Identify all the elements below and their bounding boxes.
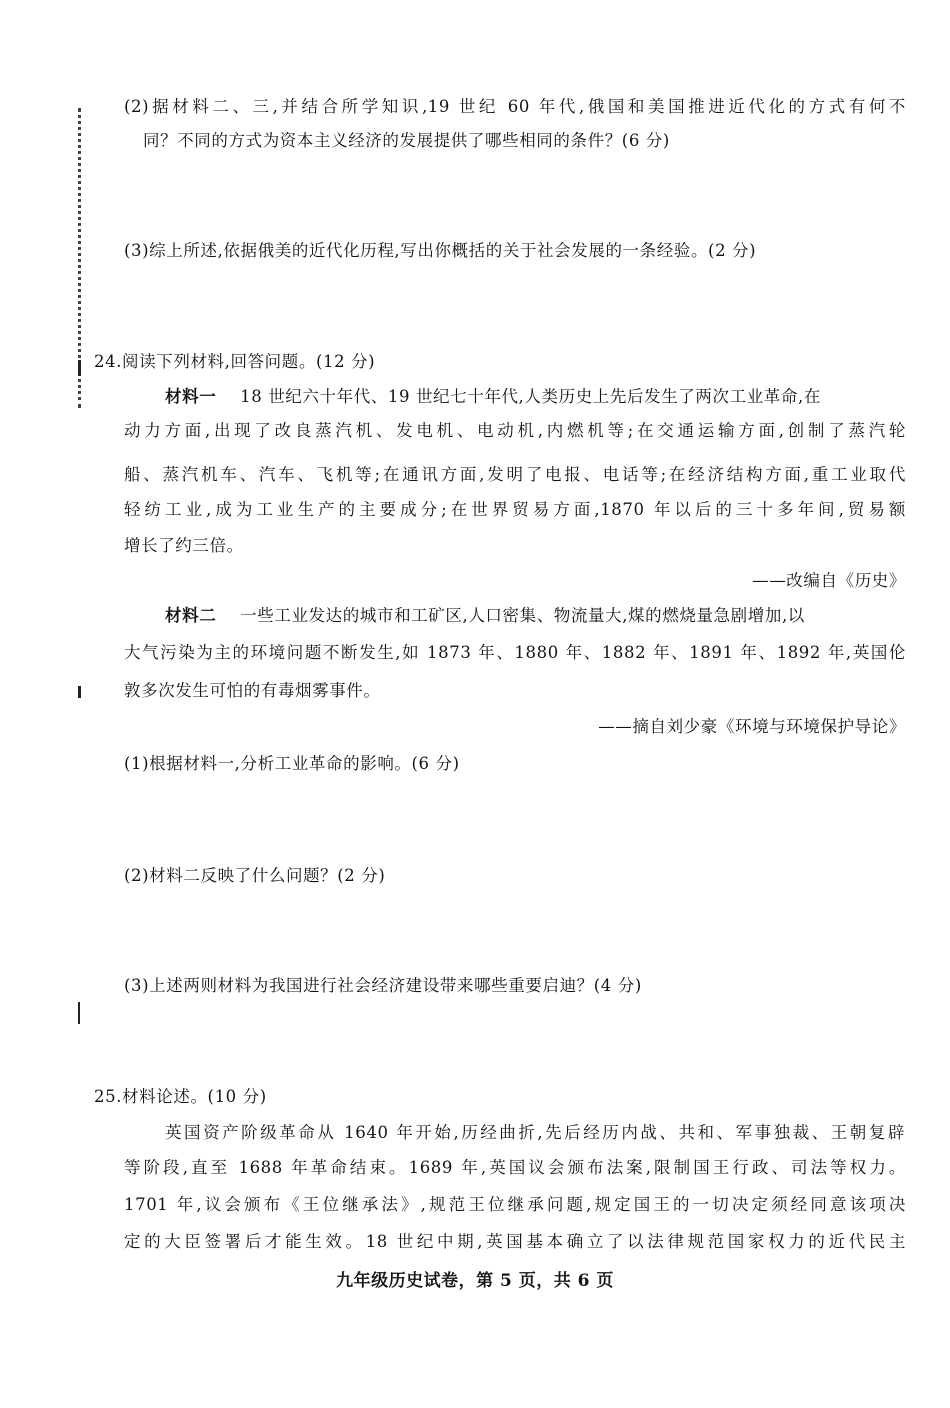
q24-sub3: (3)上述两则材料为我国进行社会经济建设带来哪些重要启迪？(4 分) [124,976,642,995]
q24-material1-source: ——改编自《历史》 [752,571,906,590]
q24-material1-line3: 船、蒸汽机车、汽车、飞机等;在通讯方面,发明了电报、电话等;在经济结构方面,重工业取代 [124,465,906,484]
q24-material2-line3: 敦多次发生可怕的有毒烟雾事件。 [124,681,381,700]
q24-heading: 24.阅读下列材料,回答问题。(12 分) [94,352,376,371]
q24-material2-line2: 大气污染为主的环境问题不断发生,如 1873 年、1880 年、1882 年、1891 年、1892 年,英国伦 [124,643,906,662]
binding-mark [78,686,81,698]
q24-material1-label: 材料一 [165,387,217,406]
q24-sub2: (2)材料二反映了什么问题？(2 分) [124,866,386,885]
binding-mark [78,360,81,376]
q24-material1-first-line [165,386,905,408]
q24-material1-text: 18 世纪六十年代、19 世纪七十年代,人类历史上先后发生了两次工业革命,在 [240,387,821,406]
q24-material1-line5: 增长了约三倍。 [124,536,244,555]
q24-sub1: (1)根据材料一,分析工业革命的影响。(6 分) [124,754,460,773]
q25-line1: 英国资产阶级革命从 1640 年开始,历经曲折,先后经历内战、共和、军事独裁、王朝复辟 [165,1123,905,1142]
q23-sub2-line2: 同？不同的方式为资本主义经济的发展提供了哪些相同的条件？(6 分) [143,131,670,150]
q24-material2-label: 材料二 [165,606,217,625]
q24-material1-line2: 动力方面,出现了改良蒸汽机、发电机、电动机,内燃机等;在交通运输方面,创制了蒸汽轮 [124,421,906,440]
q24-material1-line4: 轻纺工业,成为工业生产的主要成分;在世界贸易方面,1870 年以后的三十多年间,贸易额 [124,500,906,519]
q25-line2: 等阶段,直至 1688 年革命结束。1689 年,英国议会颁布法案,限制国王行政、司法等权力。 [124,1158,906,1177]
q24-material2-first-line [165,605,905,627]
q25-heading: 25.材料论述。(10 分) [94,1087,267,1106]
page-footer: 九年级历史试卷，第 5 页，共 6 页 [336,1271,614,1291]
q24-material2-text: 一些工业发达的城市和工矿区,人口密集、物流量大,煤的燃烧量急剧增加,以 [240,606,805,625]
q24-material2-source: ——摘自刘少豪《环境与环境保护导论》 [598,717,906,736]
q23-sub2-line1: (2)据材料二、三,并结合所学知识,19 世纪 60 年代,俄国和美国推进近代化的方式有何不 [124,97,906,116]
binding-mark [78,1002,80,1024]
q23-sub3: (3)综上所述,依据俄美的近代化历程,写出你概括的关于社会发展的一条经验。(2 分) [124,241,757,260]
q25-line4: 定的大臣签署后才能生效。18 世纪中期,英国基本确立了以法律规范国家权力的近代民主 [124,1232,906,1251]
q25-line3: 1701 年,议会颁布《王位继承法》,规范王位继承问题,规定国王的一切决定须经同意该项决 [124,1195,906,1214]
